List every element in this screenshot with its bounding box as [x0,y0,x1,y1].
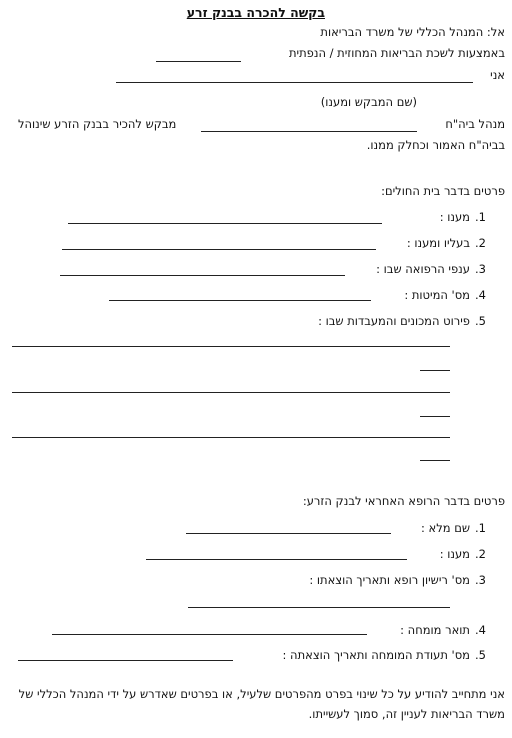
doctor-specialist-cert-line[interactable] [18,660,233,661]
hospital-item-label: פירוט המכונים והמעבדות שבו : [318,314,470,328]
doctor-item-label: מס' תעודת המומחה ותאריך הוצאתה : [282,648,470,662]
commitment-paragraph: אני מתחייב להודיע על כל שינוי בפרט מהפרטים שלעיל, או בפרטים שאדרש על ידי המנהל הכללי של משרד הבריאות לעניין זה, סמוך לעשייתו. [18,687,505,721]
doctor-item-number: 2. [475,547,486,561]
doctor-specialist-title-line[interactable] [52,634,367,635]
doctor-item-label: תואר מומחה : [400,623,470,637]
doctor-item-label: מענו : [439,547,470,561]
institutes-line[interactable] [12,392,450,393]
hospital-section-heading: פרטים בדבר בית החולים: [381,184,505,198]
requester-note: (שם המבקש ומענו) [320,95,417,109]
institutes-line-end[interactable] [420,416,450,417]
hospital-item-label: מענו : [439,210,470,224]
request-text: מבקש להכיר בבנק הזרע שינוהל [18,117,177,131]
via-blank-line[interactable] [156,61,241,62]
doctor-license-line[interactable] [188,607,450,608]
hospital-item-number: 5. [475,314,486,328]
hospital-address-line[interactable] [68,223,382,224]
hospital-beds-line[interactable] [109,300,371,301]
hospital-item-label: ענפי הרפואה שבו : [376,262,470,276]
request-text-continued: בביה"ח האמור וכחלק ממנו. [366,138,505,152]
institutes-line[interactable] [12,437,450,438]
doctor-item-label: שם מלא : [421,521,470,535]
doctor-item-number: 4. [475,623,486,637]
doctor-item-number: 3. [475,573,486,587]
requester-blank-line[interactable] [116,82,473,83]
hospital-item-number: 3. [475,262,486,276]
institutes-line-end[interactable] [420,460,450,461]
doctor-address-line[interactable] [146,559,407,560]
hospital-item-label: בעליו ומענו : [406,236,470,250]
hospital-item-number: 1. [475,210,486,224]
institutes-line-end[interactable] [420,370,450,371]
doctor-item-number: 1. [475,521,486,535]
doctor-item-number: 5. [475,648,486,662]
hospital-medical-branches-line[interactable] [60,275,345,276]
i-label: אני [490,68,505,82]
hospital-item-label: מס' המיטות : [404,288,470,302]
hospital-director-label: מנהל ביה"ח [445,117,505,131]
hospital-item-number: 4. [475,288,486,302]
hospital-item-number: 2. [475,236,486,250]
institutes-line[interactable] [12,346,450,347]
via-line: באמצעות לשכת הבריאות המחוזית / הנפתית [288,46,505,60]
doctor-section-heading: פרטים בדבר הרופא האחראי לבנק הזרע: [302,494,505,508]
address-to: אל: המנהל הכללי של משרד הבריאות [320,25,505,39]
doctor-item-label: מס' רישיון רופא ותאריך הוצאתו : [309,573,470,587]
hospital-owner-line[interactable] [62,249,376,250]
page-title: בקשה להכרה בבנק זרע [186,5,325,20]
hospital-director-blank-line[interactable] [201,131,417,132]
doctor-name-line[interactable] [186,533,391,534]
